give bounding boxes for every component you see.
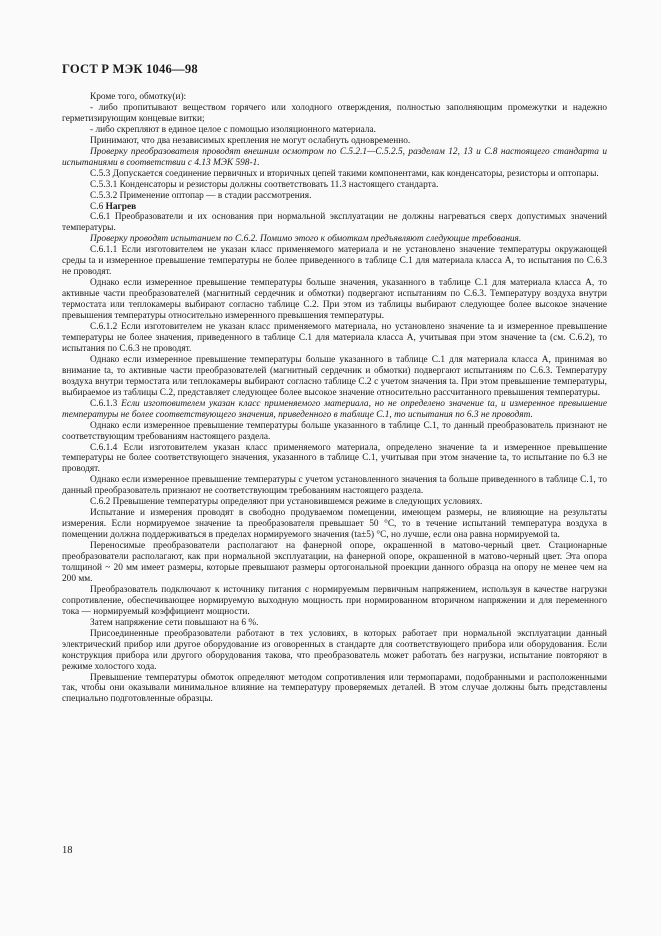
paragraph: С.6.2 Превышение температуры определяют при установившемся режиме в следующих условиях. (90, 497, 483, 508)
paragraph: С.6.1.2 Если изготовителем не указан класс применяемого материала, но установлено значение tа и измеренное превышение температуры не более значения, приведенного в таблице С.1 для материала класса А, учитывая при этом значение tа (см. С.6.2), то испытания по С.6.3 не проводят. (62, 322, 607, 354)
paragraph: Переносимые преобразователи располагают на фанерной опоре, окрашенной в матово-черный цвет. Стационарные преобразователи располагают, как при нормальной эксплуатации, на фанерной опоре, окрашенной в матово-черный цвет. Эта опора толщиной ~ 20 мм имеет размеры, которые превышают размеры ортогональной проекции данного образца на опору не менее чем на 200 мм. (62, 541, 607, 584)
paragraph: Однако если измеренное превышение температуры с учетом установленного значения tа больше приведенного в таблице С.1, то данный преобразователь признают не соответствующим требованиям настоящего раздела. (62, 475, 607, 497)
paragraph: - либо пропитывают веществом горячего или холодного отверждения, полностью заполняющим промежутки и надежно герметизирующим концевые витки; (62, 102, 607, 124)
paragraph: Кроме того, обмотку(и): (90, 92, 187, 102)
paragraph: С.6.1.1 Если изготовителем не указан класс применяемого материала и не установлено значение температуры окружающей среды tа и измеренное превышение температуры не более приведенного в таблице С.1 для материала класса А, то испытания по С.6.3 не проводят. (62, 245, 607, 278)
paragraph: С.5.3.2 Применение оптопар — в стадии рассмотрения. (90, 190, 312, 201)
paragraph: С.5.3.1 Конденсаторы и резисторы должны соответствовать 11.3 настоящего стандарта. (90, 179, 439, 190)
paragraph (62, 399, 607, 421)
document-body (62, 92, 607, 705)
paragraph: Однако если измеренное превышение температуры больше указанного в таблице С.1, то данный преобразователь признают не соответствующим требованиям настоящего раздела. (62, 420, 607, 442)
paragraph: Преобразователь подключают к источнику питания с нормируемым первичным напряжением, используя в качестве нагрузки сопротивление, обеспечивающее нормируемую выходную мощность при нормированном вторичном напряжении и для переменного тока — нормируемый коэффициент мощности. (62, 584, 607, 617)
paragraph: С.6.1.4 Если изготовителем указан класс применяемого материала, определено значение tа и измеренное превышение температуры не более соответствующего значения, указанного в таблице С.1, учитывая при этом значение tа, то испытание по 6.3 не проводят. (62, 442, 607, 475)
section-number: С.6 (90, 201, 106, 212)
paragraph-italic: Проверку проводят испытанием по С.6.2. Помимо этого к обмоткам предъявляют следующие требования. (90, 234, 522, 245)
paragraph: Однако если измеренное превышение температуры больше значения, указанного в таблице С.1 для материала класса А, то активные части преобразователей (магнитный сердечник и обмотки) подвергают испытаниям по С.6.3. Температуру воздуха внутри термостата или теплокамеры выбирают согласно таблице С.2. При этом из таблицы выбирают следующее более высокое значение превышения температуры относительно измеренного превышения температуры. (62, 278, 607, 322)
paragraph: Превышение температуры обмоток определяют методом сопротивления или термопарами, подобранными и расположенными так, чтобы они оказывали минимальное влияние на температуру проверяемых деталей. В этом случае должны быть представлены специально подготовленные образцы. (62, 672, 607, 705)
clause-number: С.6.1.3 (90, 398, 122, 409)
paragraph: Присоединенные преобразователи работают в тех условиях, в которых работает при нормальной эксплуатации данный электрический прибор или другое оборудование из оговоренных в стандарте для соответствующего прибора или оборудования. Если конструкция прибора или другого оборудования такова, что преобразователь может работать без нагрузки, испытание повторяют в режиме холостого хода. (62, 628, 607, 672)
section-heading (62, 202, 607, 213)
paragraph: Однако если измеренное превышение температуры больше указанного в таблице С.1 для материала класса А, принимая во внимание tа, то активные части преобразователей (магнитный сердечник и обмотки) подвергают испытаниям по С.6.3. Температуру воздуха внутри термостата или теплокамеры выбирают согласно таблице С.2 с учетом значения tа. При этом превышение температуры, выбираемое из таблицы С.2, представляет следующее более высокое значение относительно рассчитанного превышения температуры. (62, 354, 607, 398)
paragraph: С.5.3 Допускается соединение первичных и вторичных цепей такими компонентами, как конденсаторы, резисторы и оптопары. (90, 168, 599, 179)
paragraph: Испытание и измерения проводят в свободно продуваемом помещении, имеющем размеры, не влияющие на результаты измерения. Если нормируемое значение tа преобразователя превышает 50 °С, то в течение испытаний температура воздуха в помещении должна поддерживаться в пределах нормируемого значения (tа±5) °С, но лучше, если она равна нормируемой tа. (62, 508, 607, 541)
paragraph: Принимают, что два независимых крепления не могут ослабнуть одновременно. (90, 135, 411, 146)
document-header: ГОСТ Р МЭК 1046—98 (62, 62, 198, 76)
paragraph-italic: Проверку преобразователя проводят внешним осмотром по С.5.2.1—С.5.2.5, разделам 12, 13 и С.8 настоящего стандарта и испытаниями в соответствии с 4.13 МЭК 598-1. (62, 146, 607, 168)
paragraph: С.6.1 Преобразователи и их основания при нормальной эксплуатации не должны нагреваться сверх допустимых значений температуры. (62, 212, 607, 234)
section-title: Нагрев (105, 201, 137, 212)
paragraph: Затем напряжение сети повышают на 6 %. (90, 617, 259, 628)
paragraph: - либо скрепляют в единое целое с помощью изоляционного материала. (90, 124, 376, 135)
clause-text-italic: Если изготовителем указан класс применяемого материала, но не определено значение tа, и измеренное превышение температуры не более соответствующего значения, приведенного в таблице С.1, то испытания по 6.3 не проводят. (62, 398, 608, 420)
page-number: 18 (62, 845, 73, 856)
